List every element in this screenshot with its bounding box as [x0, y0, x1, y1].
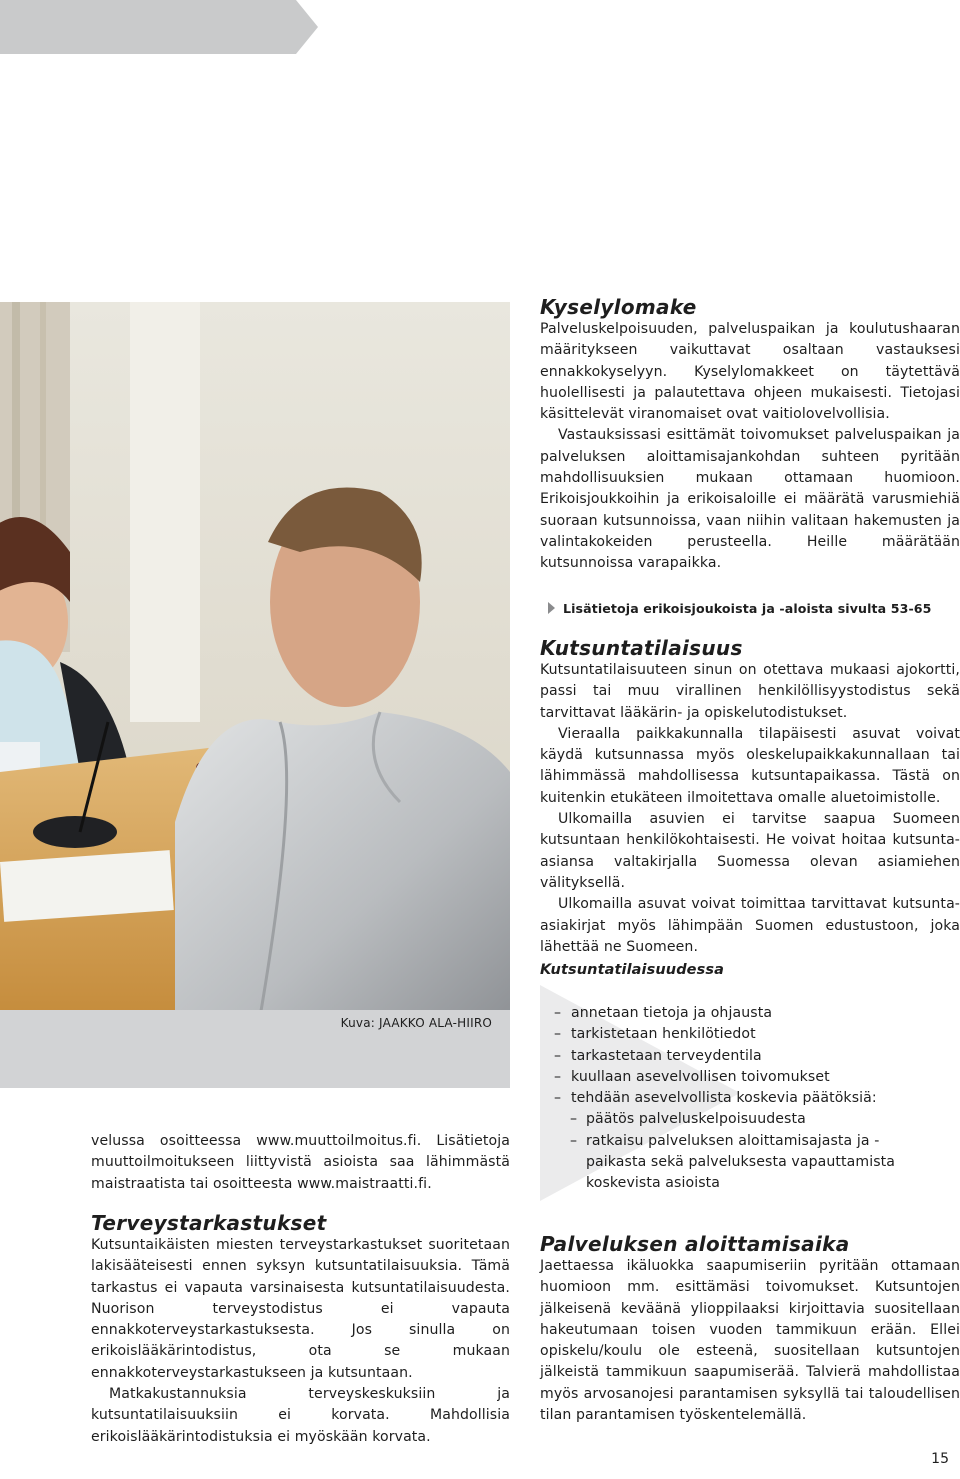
paragraph: Matkakustannuksia terveyskeskuksiin ja kutsuntatilaisuuksiin ei korvata. Mahdollisia erikoislääkärintodistuksia ei myöskään korvata. [91, 1386, 510, 1445]
paragraph: velussa osoitteessa www.muuttoilmoitus.fi. Lisätietoja muuttoilmoitukseen liittyvistä asioista saa lähimmästä maistraatista tai osoitteesta www.maistraatti.fi. [91, 1133, 510, 1192]
heading-terveystarkastukset: Terveystarkastukset [91, 1211, 327, 1235]
page-number: 15 [931, 1451, 949, 1467]
paragraph: Palveluskelpoisuuden, palveluspaikan ja koulutushaaran määritykseen vaikuttavat osaltaan vastauksesi ennakkokyselyyn. Kyselylomakkeet on täytettävä huolellisesti ja palautettava ohjeen mukaisesti. Tietojasi käsittelevät viranomaiset ovat vaitiolovelvollisia. [540, 321, 960, 423]
paragraph: Kutsuntaikäisten miesten terveystarkastukset suoritetaan lakisääteisesti ennen syksyn kutsuntatilaisuuksia. Tämä tarkastus ei vapauta varsinaisesta kutsuntatilaisuudesta. Nuorison terveystodistus ei vapauta ennakkoterveystarkastuksesta. Jos sinulla on erikoislääkärintodistus, ota se mukaan ennakkoterveystarkastukseen ja kutsuntaan. [91, 1237, 510, 1381]
section-terveystarkastukset [91, 1211, 510, 1448]
paragraph: Vastauksissasi esittämät toivomukset palveluspaikan ja palveluksen aloittamisajankohdan suhteen pyritään mahdollisuuksien mukaan ottamaan huomioon. Erikoisjoukkoihin ja erikoisaloille ei määrätä varusmiehiä suoraan kutsunnoissa, vaan niihin valitaan hakemusten ja valintakokeiden perusteella. Heille määrätään kutsunnoissa varapaikka. [540, 427, 960, 572]
section-kutsuntatilaisuus [540, 636, 960, 958]
paragraph: Ulkomailla asuvien ei tarvitse saapua Suomeen kutsuntaan henkilökohtaisesti. He voivat hoitaa kutsunta-asiansa valtakirjalla Suomessa olevan asiamiehen välityksellä. [540, 811, 960, 891]
section-palveluksen-aloittamisaika [540, 1232, 960, 1426]
corner-decoration [0, 0, 318, 54]
photo-kutsunta [0, 302, 510, 1017]
sub-task-list [540, 1109, 920, 1194]
task-list [540, 1003, 960, 1109]
list-item: – kuullaan asevelvollisen toivomukset [540, 1067, 960, 1088]
paragraph: Vieraalla paikkakunnalla tilapäisesti asuvat voivat käydä kutsunnassa myös oleskelupaikkakunnallaan tai lähimmässä mahdollisessa kutsuntapaikassa. Tästä on kuitenkin etukäteen ilmoitettava omalle aluetoimistolle. [540, 725, 960, 806]
list-item: – päätös palveluskelpoisuudesta [540, 1109, 920, 1130]
heading-palveluksen-aloittamisaika: Palveluksen aloittamisaika [540, 1232, 850, 1256]
list-item: – tarkastetaan terveydentila [540, 1046, 960, 1067]
photo-credit: Kuva: JAAKKO ALA-HIIRO [340, 1016, 492, 1030]
photo-caption-bar [0, 1010, 510, 1088]
section-kutsuntatilaisuudessa [540, 960, 960, 1195]
heading-kutsuntatilaisuus: Kutsuntatilaisuus [540, 636, 743, 660]
section-kyselylomake [540, 295, 960, 575]
list-item: – annetaan tietoja ja ohjausta [540, 1003, 960, 1024]
more-info-link[interactable] [548, 601, 932, 616]
arrow-right-icon [548, 602, 555, 614]
paragraph: Ulkomailla asuvat voivat toimittaa tarvittavat kutsunta-asiakirjat myös lähimpään Suomen edustustoon, joka lähettää ne Suomeen. [540, 896, 960, 955]
list-item: – tarkistetaan henkilötiedot [540, 1024, 960, 1045]
more-info-text: Lisätietoja erikoisjoukoista ja -aloista sivulta 53-65 [563, 601, 932, 616]
paragraph: Jaettaessa ikäluokka saapumiseriin pyritään ottamaan huomioon mm. esittämäsi toivomukset. Kutsuntojen jälkeisenä keväänä ylioppilaaksi kirjoittavia suositellaan hakeutumaan toisen vuoden tammikuun erään. Ellei opiskelu/koulu ole esteenä, suositellaan kutsuntojen jälkeistä tammikuun saapumiserää. Talvierä mahdollistaa myös arvosanojesi parantamisen syksyllä tai taloudellisen tilan parantamisen työskentelemällä. [540, 1258, 960, 1424]
paragraph: Kutsuntatilaisuuteen sinun on otettava mukaasi ajokortti, passi tai muu virallinen henkilöllisyystodistus sekä tarvittavat lääkärin- ja opiskelutodistukset. [540, 662, 960, 721]
heading-kyselylomake: Kyselylomake [540, 295, 697, 319]
list-item: – ratkaisu palveluksen aloittamisajasta ja -paikasta sekä palveluksesta vapauttamista koskevista asioista [540, 1131, 920, 1195]
heading-kutsuntatilaisuudessa: Kutsuntatilaisuudessa [540, 962, 724, 978]
list-item: – tehdään asevelvollista koskevia päätöksiä: [540, 1088, 960, 1109]
section-continued-text [91, 1131, 510, 1195]
